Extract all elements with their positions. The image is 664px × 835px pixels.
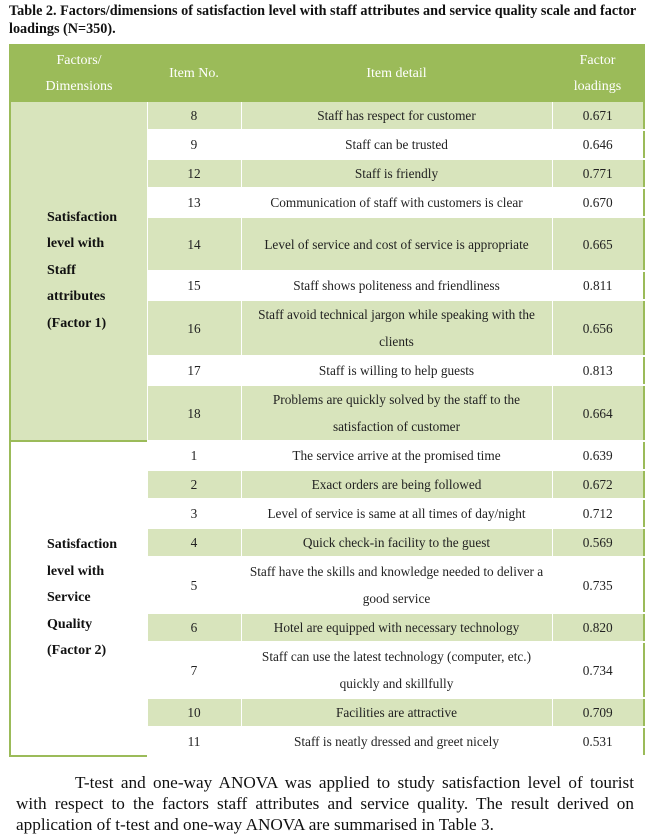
- body-paragraph: [16, 772, 634, 835]
- item-detail: Staff can be trusted: [241, 130, 552, 159]
- table-caption: Table 2. Factors/dimensions of satisfaction level with staff attributes and service quality scale and factor loadings (N=350).: [9, 3, 636, 37]
- table-row: [10, 441, 644, 470]
- item-detail: Quick check-in facility to the guest: [241, 528, 552, 557]
- factor-loading: 0.656: [552, 300, 644, 356]
- header-factors: [10, 45, 147, 102]
- item-detail: Level of service and cost of service is appropriate: [241, 217, 552, 271]
- item-no: 13: [147, 188, 241, 217]
- item-no: 17: [147, 356, 241, 385]
- factor1-label: Satisfaction level with Staff attributes (Factor 1): [10, 102, 147, 441]
- factor-loading: 0.820: [552, 613, 644, 642]
- body-paragraph-text: T-test and one-way ANOVA was applied to study satisfaction level of tourist with respect to the factors staff attributes and service quality. The result derived on application of t-test and one-way ANOVA are summarised in Table 3.: [16, 773, 634, 835]
- factor-loading: 0.709: [552, 698, 644, 727]
- item-detail: Staff has respect for customer: [241, 102, 552, 130]
- item-no: 15: [147, 271, 241, 300]
- item-detail: Problems are quickly solved by the staff to the satisfaction of customer: [241, 385, 552, 441]
- factor-loading: 0.670: [552, 188, 644, 217]
- header-row: [10, 45, 644, 102]
- factor-loading: 0.646: [552, 130, 644, 159]
- item-no: 2: [147, 470, 241, 499]
- table-row: [10, 102, 644, 130]
- factor2-label: Satisfaction level with Service Quality (Factor 2): [10, 441, 147, 756]
- factor-loading: 0.664: [552, 385, 644, 441]
- header-loadings-line1: Factor: [579, 53, 616, 68]
- item-detail: Staff shows politeness and friendliness: [241, 271, 552, 300]
- factor-loading: 0.771: [552, 159, 644, 188]
- header-item-no: Item No.: [147, 45, 241, 102]
- item-no: 6: [147, 613, 241, 642]
- header-factors-line2: Dimensions: [45, 79, 113, 94]
- factor-loading: 0.639: [552, 441, 644, 470]
- header-factor-loadings: [552, 45, 644, 102]
- factor-loading: 0.672: [552, 470, 644, 499]
- factor-loading: 0.811: [552, 271, 644, 300]
- item-no: 7: [147, 642, 241, 698]
- item-detail: Hotel are equipped with necessary technology: [241, 613, 552, 642]
- item-no: 8: [147, 102, 241, 130]
- header-item-detail: Item detail: [241, 45, 552, 102]
- factor-loading: 0.531: [552, 727, 644, 756]
- item-detail: Staff is friendly: [241, 159, 552, 188]
- item-detail: Staff can use the latest technology (computer, etc.) quickly and skillfully: [241, 642, 552, 698]
- item-detail: The service arrive at the promised time: [241, 441, 552, 470]
- item-detail: Staff is willing to help guests: [241, 356, 552, 385]
- item-no: 14: [147, 217, 241, 271]
- item-no: 16: [147, 300, 241, 356]
- item-detail: Communication of staff with customers is clear: [241, 188, 552, 217]
- item-no: 11: [147, 727, 241, 756]
- item-no: 12: [147, 159, 241, 188]
- factor-loading: 0.734: [552, 642, 644, 698]
- item-detail: Staff avoid technical jargon while speaking with the clients: [241, 300, 552, 356]
- item-detail: Level of service is same at all times of day/night: [241, 499, 552, 528]
- header-loadings-line2: loadings: [573, 79, 622, 94]
- factor-loading: 0.813: [552, 356, 644, 385]
- item-no: 1: [147, 441, 241, 470]
- item-no: 4: [147, 528, 241, 557]
- item-detail: Staff have the skills and knowledge needed to deliver a good service: [241, 557, 552, 613]
- item-detail: Exact orders are being followed: [241, 470, 552, 499]
- factor-loadings-table: [9, 44, 645, 757]
- header-factors-line1: Factors/: [56, 53, 102, 68]
- item-detail: Staff is neatly dressed and greet nicely: [241, 727, 552, 756]
- item-no: 5: [147, 557, 241, 613]
- item-no: 10: [147, 698, 241, 727]
- factor-loading: 0.569: [552, 528, 644, 557]
- factor-loading: 0.735: [552, 557, 644, 613]
- factor-loading: 0.665: [552, 217, 644, 271]
- factor-loading: 0.712: [552, 499, 644, 528]
- factor-loading: 0.671: [552, 102, 644, 130]
- item-no: 18: [147, 385, 241, 441]
- item-no: 3: [147, 499, 241, 528]
- item-detail: Facilities are attractive: [241, 698, 552, 727]
- item-no: 9: [147, 130, 241, 159]
